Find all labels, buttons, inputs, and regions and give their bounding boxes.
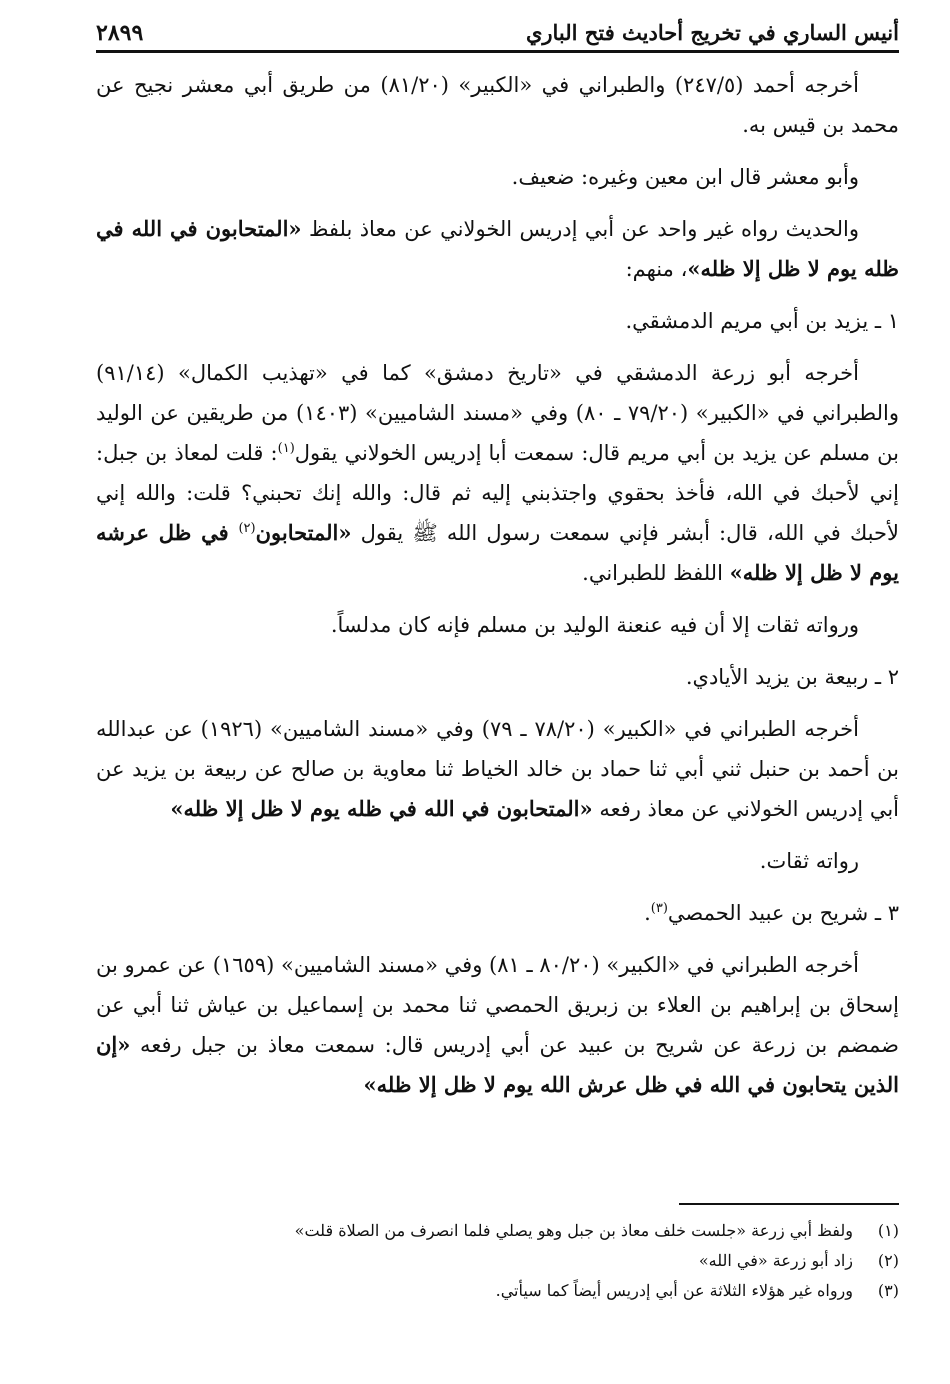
hadith-text: «المتحابون في الله في ظله يوم لا ظل إلا ظله» [170,796,593,821]
list-item-heading [96,893,899,933]
list-item-heading: ١ ـ يزيد بن أبي مريم الدمشقي. [625,309,899,333]
paragraph [96,353,899,593]
hadith-text: في ظل عرشه يوم لا ظل إلا ظله» [96,520,899,585]
footnotes [96,1216,899,1306]
paragraph: أخرجه أحمد (٢٤٧/٥) والطبراني في «الكبير» (٨١/٢٠) من طريق أبي معشر نجيح عن محمد بن قيس به. [96,73,899,137]
text-run: أخرجه الطبراني في «الكبير» (٧٨/٢٠ ـ ٧٩) وفي «مسند الشاميين» (١٩٢٦) عن عبدالله بن أحمد بن حنبل ثني أبي ثنا حماد بن خالد الخياط ثنا معاوية بن صالح عن ربيعة بن يزيد عن أبي إدريس الخولاني عن معاذ رفعه [96,717,899,821]
hadith-text: «المتحابون [255,520,352,545]
paragraph: رواته ثقات. [759,849,859,873]
footnote-rule [679,1203,899,1205]
list-item-heading: ٢ ـ ربيعة بن يزيد الأيادي. [685,665,899,689]
footnote-text: زاد أبو زرعة «في الله» [698,1251,853,1270]
text-run: اللفظ للطبراني. [582,561,730,585]
footnote-number: (٣) [877,1281,899,1300]
footnote-ref: (٢) [238,521,256,536]
text-run: أخرجه الطبراني في «الكبير» (٨٠/٢٠ ـ ٨١) وفي «مسند الشاميين» (١٦٥٩) عن عمرو بن إسحاق بن إبراهيم بن العلاء بن زبريق الحمصي ثنا محمد بن إسماعيل بن عياش ثنا أبي عن ضمضم بن زرعة عن شريح بن عبيد عن أبي إدريس قال: سمعت معاذ بن جبل رفعه [96,953,899,1057]
hadith-text: «إن الذين يتحابون في الله في ظل عرش الله يوم لا ظل إلا ظله» [96,1032,899,1097]
text-run: : قلت لمعاذ بن جبل: إني لأحبك في الله، فأخذ بحقوي واجتذبني إليه ثم قال: والله إنك تحبني؟ قلت: والله إني لأحبك في الله، قال: أبشر فإني سمعت رسول الله ﷺ يقول [96,441,899,545]
footnote-ref: (١) [277,441,295,456]
page [96,20,900,1300]
footnote-number: (٢) [877,1251,899,1270]
text-run: والحديث رواه غير واحد عن أبي إدريس الخولاني عن معاذ بلفظ [301,217,859,241]
paragraph [96,209,899,289]
footnote-text: ولفظ أبي زرعة «جلست خلف معاذ بن جبل وهو يصلي فلما انصرف من الصلاة قلت» [294,1221,853,1240]
paragraph [96,945,899,1105]
hadith-text: «المتحابون في الله في ظله يوم لا ظل إلا ظله» [96,216,899,281]
footnote-ref: (٣) [650,901,668,916]
footnote [96,1246,899,1276]
footnote [96,1276,899,1306]
footnote-text: ورواه غير هؤلاء الثلاثة عن أبي إدريس أيضاً كما سيأتي. [495,1281,853,1300]
text-run: . [644,901,651,925]
text-run: ٣ ـ شريح بن عبيد الحمصي [667,901,899,925]
paragraph: وأبو معشر قال ابن معين وغيره: ضعيف. [511,165,859,189]
running-header [96,20,899,46]
page-number: ٢٨٩٩ [96,20,144,46]
paragraph: ورواته ثقات إلا أن فيه عنعنة الوليد بن مسلم فإنه كان مدلساً. [330,613,859,637]
header-rule [96,50,899,53]
footnote [96,1216,899,1246]
main-text [96,65,899,1105]
text-run: ، منهم: [625,257,688,281]
book-title: أنيس الساري في تخريج أحاديث فتح الباري [525,20,899,45]
footnote-number: (١) [877,1221,899,1240]
paragraph [96,709,899,829]
text-run: أخرجه أبو زرعة الدمشقي في «تاريخ دمشق» كما في «تهذيب الكمال» (٩١/١٤) والطبراني في «الكبير» (٧٩/٢٠ ـ ٨٠) وفي «مسند الشاميين» (١٤٠٣) من طريقين عن الوليد بن مسلم عن يزيد بن أبي مريم قال: سمعت أبا إدريس الخولاني يقول [96,361,900,465]
